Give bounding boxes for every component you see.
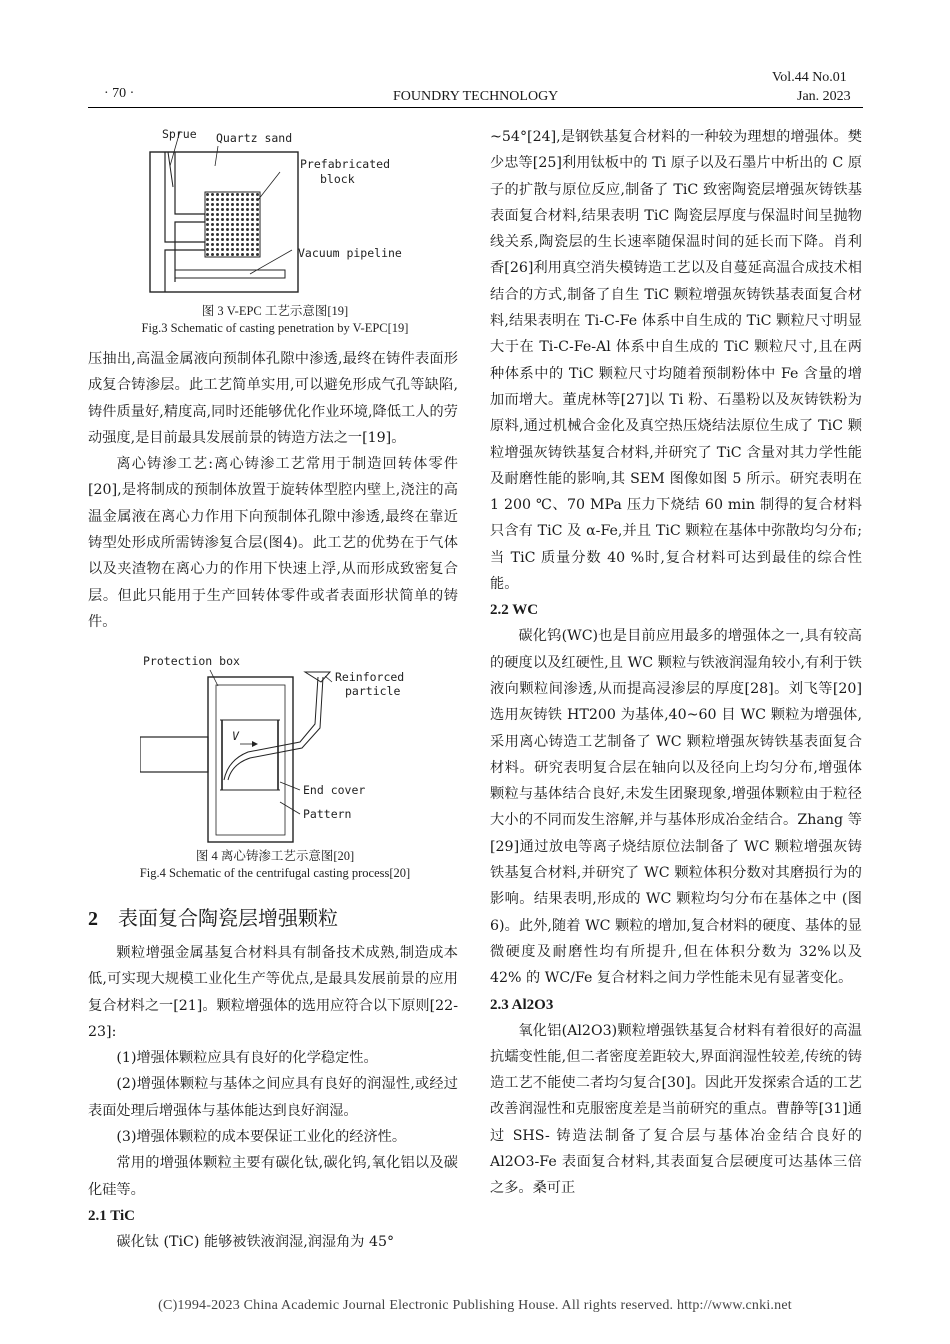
section-number: 2 <box>88 908 98 930</box>
subsection-2-3: 2.3 Al2O3 <box>490 996 554 1013</box>
subsection-2-1: 2.1 TiC <box>88 1207 135 1224</box>
label-end-cover: End cover <box>303 783 366 797</box>
label-velocity: V <box>232 729 239 743</box>
label-reinforced: Reinforced <box>335 670 405 684</box>
paragraph: 氧化铝(Al2O3)颗粒增强铁基复合材料有着很好的高温抗蠕变性能,但二者密度差距较大,界面润湿性较差,传统的铸造工艺不能使二者均匀复合[30]。因此开发探索合适的工艺改善润湿性和克服密度差是当前研究的重点。曹静等[31]通过 SHS- 铸造法制备了复合层与基体冶金结合良好的 Al2O3-Fe 表面复合材料,其表面复合层硬度可达基体三倍之多。桑可正 <box>490 1022 862 1197</box>
copyright-footer: (C)1994-2023 China Academic Journal Electronic Publishing House. All rights reserved. http://www.cnki.net <box>158 1298 792 1313</box>
paragraph: 压抽出,高温金属液向预制体孔隙中渗透,最终在铸件表面形成复合铸渗层。此工艺简单实用,可以避免形成气孔等缺陷,铸件质量好,精度高,同时还能够优化作业环境,降低工人的劳动强度,是目前最具发展前景的铸造方法之一[19]。 <box>88 351 458 446</box>
figure-3-diagram <box>140 122 430 300</box>
label-prefab: Prefabricated <box>300 157 391 171</box>
journal-name: FOUNDRY TECHNOLOGY <box>393 89 559 104</box>
left-column-upper <box>88 346 458 635</box>
fig4-caption-cn: 图 4 离心铸渗工艺示意图[20] <box>195 849 355 863</box>
section-title: 表面复合陶瓷层增强颗粒 <box>118 906 338 930</box>
subsection-2-2: 2.2 WC <box>490 602 539 619</box>
label-protection-box: Protection box <box>143 654 240 668</box>
volume-info: Vol.44 No.01 <box>772 70 847 85</box>
header-rule <box>88 107 863 108</box>
paragraph: 碳化钛 (TiC) 能够被铁液润湿,润湿角为 45° <box>116 1233 395 1250</box>
label-particle: particle <box>345 684 401 698</box>
figure-4-diagram <box>140 652 430 847</box>
paragraph: ~54°[24],是钢铁基复合材料的一种较为理想的增强体。樊少忠等[25]利用钛板中的 Ti 原子以及石墨片中析出的 C 原子的扩散与原位反应,制备了 TiC 致密陶瓷层增强灰铸铁基表面复合材料,结果表明 TiC 陶瓷层厚度与保温时间呈抛物线关系,陶瓷层的生长速率随保温时间的延长而下降。肖利香[26]利用真空消失模铸造工艺以及自蔓延高温合成技术相结合的方式,制备了自生 TiC 颗粒增强灰铸铁基表面复合材料,结果表明在 Ti-C-Fe 体系中自生成的 TiC 颗粒尺寸明显大于在 Ti-C-Fe-Al 体系中自生成的 TiC 颗粒尺寸,且在两种体系中的 TiC 颗粒尺寸均随着预制粉体中 Fe 含量的增加而增大。董虎林等[27]以 Ti 粉、石墨粉以及灰铸铁粉为原料,通过机械合金化及真空热压烧结法原位生成了 TiC 颗粒增强灰铸铁基复合材料,并研究了 TiC 含量对其力学性能及耐磨性能的影响,其 SEM 图像如图 5 所示。研究表明在 1 200 ℃、70 MPa 压力下烧结 60 min 制得的复合材料只含有 TiC 及 α-Fe,并且 TiC 颗粒在基体中弥散均匀分布;当 TiC 质量分数 40 %时,复合材料可达到最佳的综合性能。 <box>490 129 862 593</box>
issue-date: Jan. 2023 <box>797 89 851 104</box>
fig4-caption-en: Fig.4 Schematic of the centrifugal casting process[20] <box>139 866 411 880</box>
list-item: (1)增强体颗粒应具有良好的化学稳定性。 <box>116 1050 378 1067</box>
fig3-caption-cn: 图 3 V-EPC 工艺示意图[19] <box>201 304 349 318</box>
list-item: (2)增强体颗粒与基体之间应具有良好的润湿性,或经过表面处理后增强体与基体能达到良好润湿。 <box>88 1076 458 1119</box>
left-column-lower <box>88 940 458 1255</box>
paragraph: 碳化钨(WC)也是目前应用最多的增强体之一,具有较高的硬度以及红硬性,且 WC 颗粒与铁液润湿角较小,有利于铁液向颗粒间渗透,从而提高浸渗层的厚度[28]。刘飞等[20]选用灰铸铁 HT200 为基体,40~60 目 WC 颗粒为增强体,采用离心铸造工艺制备了 WC 颗粒增强灰铸铁基表面复合材料。研究表明复合层在轴向以及径向上均匀分布,增强体颗粒与基体结合良好,未发生团聚现象,增强体颗粒由于粒径大小的不同而发生溶解,并与基体形成冶金结合。Zhang 等[29]通过放电等离子烧结原位法制备了 WC 颗粒增强灰铸铁基复合材料,并研究了 WC 颗粒体积分数对其磨损行为的影响。结果表明,形成的 WC 颗粒均匀分布在基体之中 (图 6)。此外,随着 WC 颗粒的增加,复合材料的硬度、基体的显微硬度及耐磨性均有所提升,但在体积分数为 32%以及 42% 的 WC/Fe 复合材料之间力学性能未见有显著变化。 <box>490 628 862 987</box>
label-vacuum: Vacuum pipeline <box>298 246 402 260</box>
label-pattern: Pattern <box>303 807 352 821</box>
right-column <box>490 124 862 1202</box>
label-quartz-sand: Quartz sand <box>216 131 293 145</box>
paragraph: 颗粒增强金属基复合材料具有制备技术成熟,制造成本低,可实现大规模工业化生产等优点,是最具发展前景的应用复合材料之一[21]。颗粒增强体的选用应符合以下原则[22-23]: <box>88 945 458 1040</box>
section-2-heading <box>88 902 338 931</box>
label-sprue: Sprue <box>162 127 197 141</box>
label-block: block <box>320 172 355 186</box>
paragraph: 离心铸渗工艺:离心铸渗工艺常用于制造回转体零件[20],是将制成的预制体放置于旋转体型腔内壁上,浇注的高温金属液在离心力作用下向预制体孔隙中渗透,最终在靠近铸型处形成所需铸渗复合层(图4)。此工艺的优势在于气体以及夹渣物在离心力的作用下快速上浮,从而形成致密复合层。但此只能用于生产回转体零件或者表面形状简单的铸件。 <box>88 456 458 630</box>
list-item: (3)增强体颗粒的成本要保证工业化的经济性。 <box>116 1129 407 1146</box>
fig3-caption-en: Fig.3 Schematic of casting penetration by V-EPC[19] <box>141 321 409 335</box>
paragraph: 常用的增强体颗粒主要有碳化钛,碳化钨,氧化铝以及碳化硅等。 <box>88 1155 458 1198</box>
page-number: · 70 · <box>104 86 135 101</box>
